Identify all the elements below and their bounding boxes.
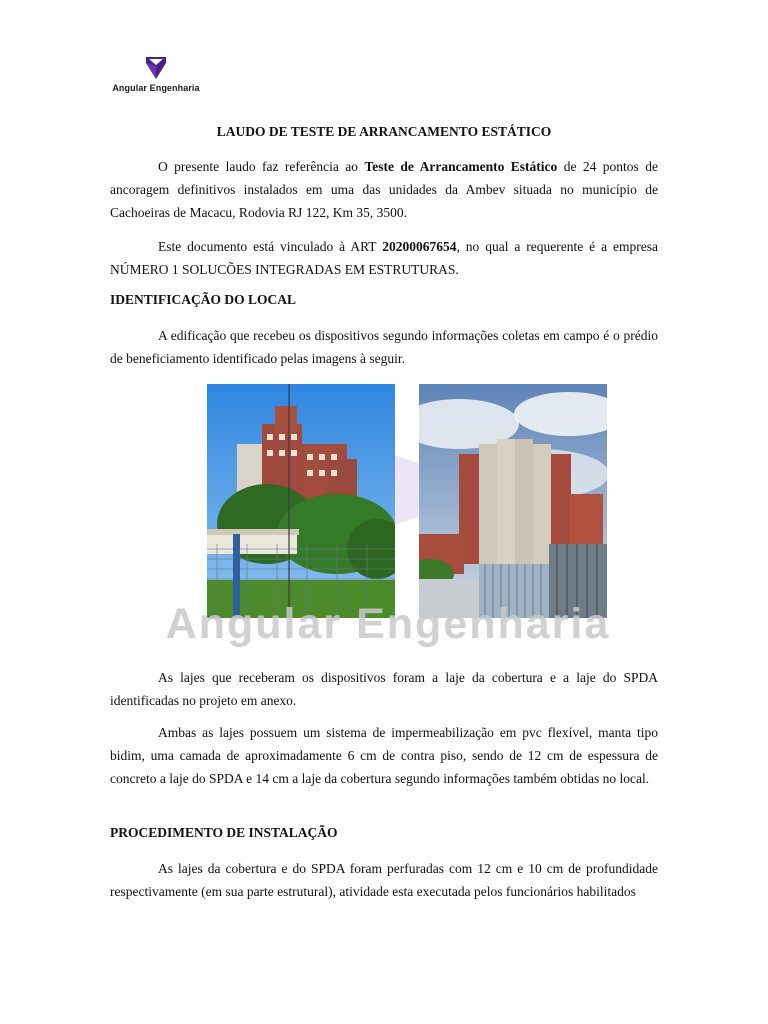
purple-cube-icon bbox=[144, 55, 168, 81]
section2-paragraph-1: As lajes da cobertura e do SPDA foram perfuradas com 12 cm e 10 cm de profundidade respectivamente (em sua parte estrutural), atividade esta executada pelos funcionários habilitados bbox=[110, 861, 658, 899]
section-heading-identificacao: IDENTIFICAÇÃO DO LOCAL bbox=[110, 292, 297, 307]
watermark-text: Angular Engenharia bbox=[165, 600, 611, 648]
intro-paragraph-1 bbox=[110, 155, 658, 224]
section1-paragraph-1: A edificação que recebeu os dispositivos segundo informações coletas em campo é o prédio de beneficiamento identificado pelas imagens à seguir. bbox=[110, 328, 658, 366]
intro-text: O presente laudo faz referência ao bbox=[158, 159, 365, 174]
building-photo-right bbox=[419, 384, 607, 618]
document-title: LAUDO DE TESTE DE ARRANCAMENTO ESTÁTICO bbox=[216, 124, 552, 139]
section1-paragraph-2: As lajes que receberam os dispositivos foram a laje da cobertura e a laje do SPDA identificadas no projeto em anexo. bbox=[110, 670, 658, 708]
building-photo-left bbox=[207, 384, 395, 618]
intro-text: de 24 pontos de ancoragem definitivos instalados em uma das unidades da Ambev situada no município de Cachoeiras de Macacu, Rodovia RJ 122, Km 35, 3500. bbox=[110, 159, 658, 220]
section-heading-procedimento: PROCEDIMENTO DE INSTALAÇÃO bbox=[110, 825, 338, 840]
intro-bold-text: Teste de Arrancamento Estático bbox=[364, 159, 558, 174]
logo-text: Angular Engenharia bbox=[112, 83, 200, 93]
section1-paragraph-3: Ambas as lajes possuem um sistema de impermeabilização em pvc flexível, manta tipo bidim, uma camada de aproximadamente 6 cm de contra piso, sendo de 12 cm de espessura de concreto a laje do SPDA e 14 cm a laje da cobertura segundo informações também obtidas no local. bbox=[110, 725, 658, 786]
intro-paragraph-2 bbox=[110, 235, 658, 281]
company-logo bbox=[108, 50, 204, 96]
art-number: 20200067654 bbox=[382, 239, 457, 254]
intro-text: Este documento está vinculado à ART bbox=[158, 239, 383, 254]
intro-text: , no qual a requerente é a empresa NÚMERO 1 SOLUCÕES INTEGRADAS EM ESTRUTURAS. bbox=[110, 239, 658, 277]
